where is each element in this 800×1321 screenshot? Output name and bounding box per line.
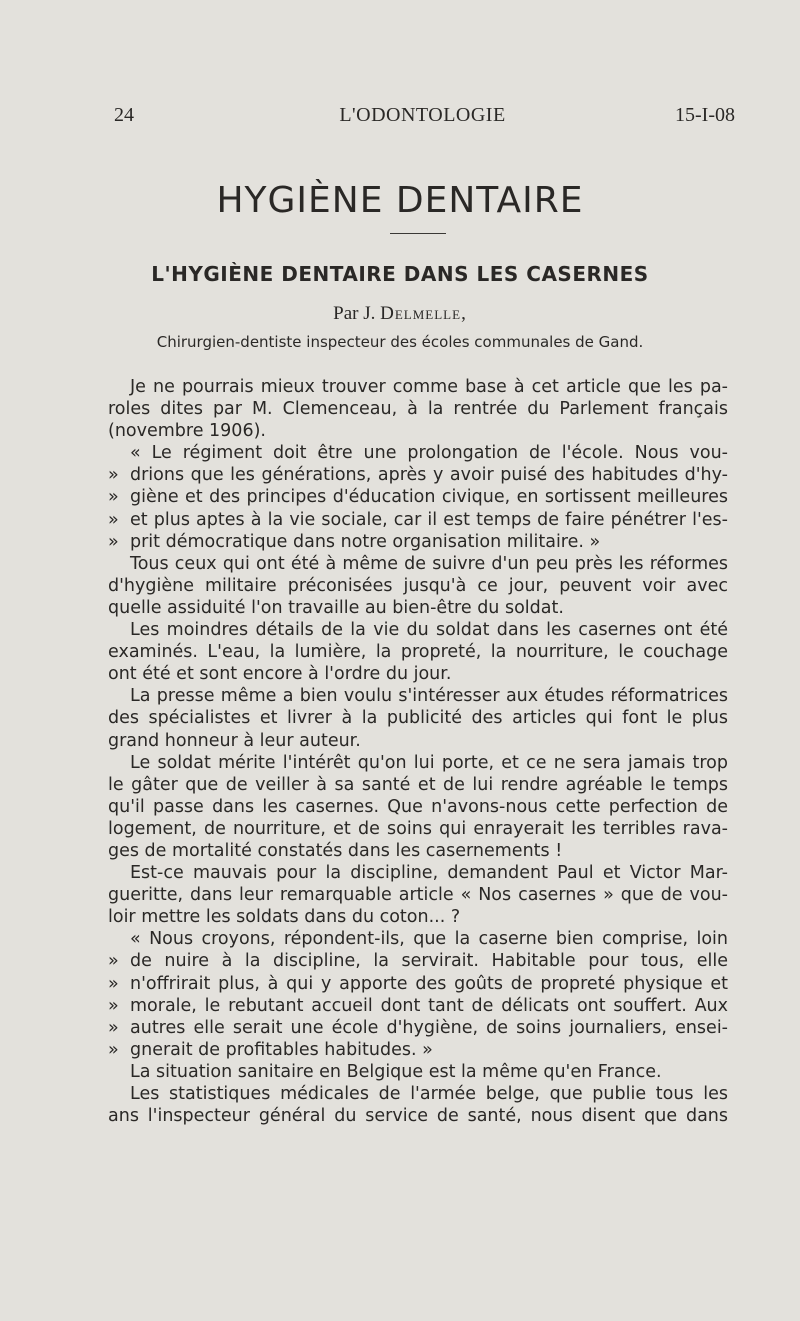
text-line: » de nuire à la discipline, la servirait. Habitable pour tous, elle [108,950,728,972]
text-line: « Le régiment doit être une prolongation de l'école. Nous vou- [130,443,728,464]
text-line: » prit démocratique dans notre organisation militaire. » [108,531,728,553]
text-line: ont été et sont encore à l'ordre du jour. [108,664,452,685]
text-line: des spécialistes et livrer à la publicité des articles qui font le plus [108,708,728,729]
text-line: ans l'inspecteur général du service de santé, nous disent que dans [108,1106,728,1127]
page-number: 24 [114,104,134,126]
text-line: Est-ce mauvais pour la discipline, demandent Paul et Victor Mar- [130,863,728,884]
article-body [108,376,728,1127]
text-line: grand honneur à leur auteur. [108,730,361,751]
text-line: » et plus aptes à la vie sociale, car il est temps de faire pénétrer l'es- [108,509,728,531]
text-line: Je ne pourrais mieux trouver comme base à cet article que les pa- [130,377,728,397]
text-line: (novembre 1906). [108,421,266,442]
text-line: La situation sanitaire en Belgique est la même qu'en France. [130,1061,662,1082]
text-line: quelle assiduité l'on travaille au bien-être du soldat. [108,597,564,618]
text-line: gueritte, dans leur remarquable article « Nos casernes » que de vou- [108,885,728,906]
text-line: ges de mortalité constatés dans les casernements ! [108,840,563,861]
text-line: Les moindres détails de la vie du soldat dans les casernes ont été [130,620,728,641]
text-line: loir mettre les soldats dans du coton... ? [108,907,461,928]
title-rule [390,233,446,234]
text-line: Les statistiques médicales de l'armée belge, que publie tous les [130,1084,728,1104]
text-line: qu'il passe dans les casernes. Que n'avons-nous cette perfection de [108,796,728,817]
text-line: » n'offrirait plus, à qui y apporte des goûts de propreté physique et [108,973,728,995]
text-line: » giène et des principes d'éducation civique, en sortissent meilleures [108,486,728,508]
author-affiliation: Chirurgien-dentiste inspecteur des écoles communales de Gand. [156,333,644,351]
text-line: Le soldat mérite l'intérêt qu'on lui porte, et ce ne sera jamais trop [130,752,728,773]
text-line: roles dites par M. Clemenceau, à la rentrée du Parlement français [108,399,728,420]
text-line: » gnerait de profitables habitudes. » [108,1039,728,1061]
text-line: » autres elle serait une école d'hygiène, de soins journaliers, ensei- [108,1017,728,1039]
text-line: La presse même a bien voulu s'intéresser aux études réformatrices [130,686,728,707]
article-title: L'HYGIÈNE DENTAIRE DANS LES CASERNES [151,262,649,286]
text-line: » morale, le rebutant accueil dont tant de délicats ont souffert. Aux [108,995,728,1017]
text-line: le gâter que de veiller à sa santé et de lui rendre agréable le temps [108,774,728,795]
issue-date: 15-I-08 [675,104,735,126]
byline-prefix: Par J. [333,303,376,324]
text-line: examinés. L'eau, la lumière, la propreté, la nourriture, le couchage [108,642,728,663]
journal-title: L'ODONTOLOGIE [339,104,506,126]
text-line: d'hygiène militaire préconisées jusqu'à ce jour, peuvent voir avec [108,575,728,596]
text-line: Tous ceux qui ont été à même de suivre d'un peu près les réformes [130,553,728,574]
text-line: » drions que les générations, après y avoir puisé des habitudes d'hy- [108,464,728,486]
text-line: « Nous croyons, répondent-ils, que la caserne bien comprise, loin [130,929,728,950]
author-name: Delmelle, [380,303,467,324]
running-header [110,104,735,134]
text-line: logement, de nourriture, et de soins qui enrayerait les terribles rava- [108,818,728,839]
byline [0,303,800,325]
section-title: HYGIÈNE DENTAIRE [216,180,584,221]
